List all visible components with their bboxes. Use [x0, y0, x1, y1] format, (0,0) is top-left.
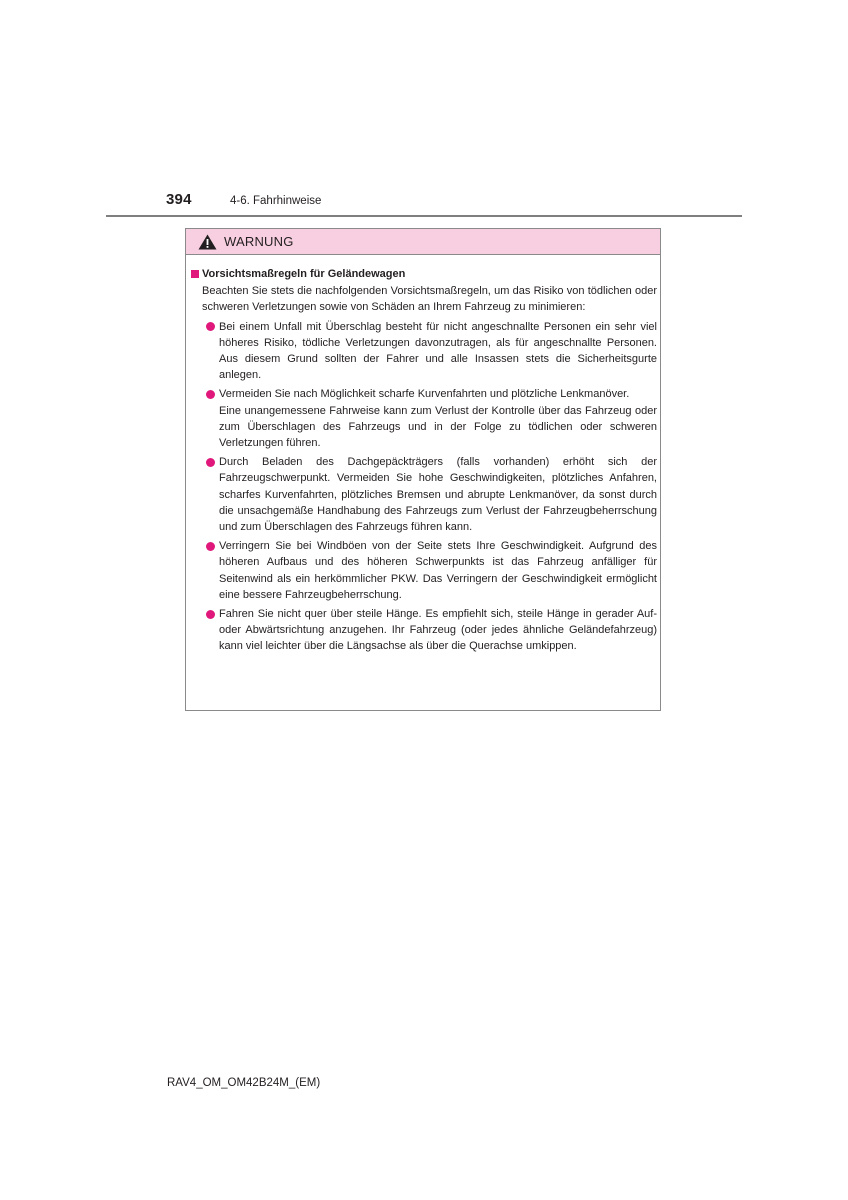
warning-header [186, 229, 660, 255]
list-item-text: Vermeiden Sie nach Möglichkeit scharfe Kurvenfahrten und plötzliche Lenkmanöver. [219, 388, 630, 401]
intro-paragraph: Beachten Sie stets die nachfolgenden Vorsichtsmaßregeln, um das Risiko von tödlichen oder schweren Verletzungen sowie von Schäden an Ihrem Fahrzeug zu minimieren: [202, 285, 657, 314]
square-bullet-icon [191, 270, 199, 278]
list-item-text: Verringern Sie bei Windböen von der Seite stets Ihre Geschwindigkeit. Aufgrund des höheren Aufbaus und des höheren Schwerpunkts ist das Fahrzeug anfälliger für Seitenwind als ein herkömmlicher PKW. Das Verringern der Geschwindigkeit ermöglicht eine bessere Fahrzeugbeherrschung. [219, 540, 657, 601]
list-item-text: Fahren Sie nicht quer über steile Hänge. Es empfiehlt sich, steile Hänge in gerader Auf- oder Abwärtsrichtung anzugehen. Ihr Fahrzeug (oder jedes ähnliche Geländefahrzeug) kann viel leichter über die Längsachse als über die Querachse umkippen. [219, 608, 657, 653]
list-item [202, 606, 657, 655]
subheading-text: Vorsichtsmaßregeln für Geländewagen [202, 268, 406, 280]
bullet-dot-icon [206, 322, 215, 331]
bullet-dot-icon [206, 542, 215, 551]
warning-content [191, 266, 657, 658]
warning-triangle-icon [198, 234, 217, 250]
list-item-text: Durch Beladen des Dachgepäckträgers (falls vorhanden) erhöht sich der Fahrzeugschwerpunkt. Vermeiden Sie hohe Geschwindigkeiten, plötzliches Anfahren, scharfes Kurvenfahrten, plötzliches Bremsen und abrupte Lenkmanöver, da sonst durch die unsachgemäße Handhabung des Fahrzeugs zum Verlust der Fahrzeugbeherrschung und zum Überschlagen des Fahrzeugs führen kann. [219, 456, 657, 534]
warning-box [185, 228, 661, 711]
list-item [202, 538, 657, 603]
list-item [202, 386, 657, 451]
footer-document-code: RAV4_OM_OM42B24M_(EM) [167, 1077, 321, 1089]
list-item-text: Bei einem Unfall mit Überschlag besteht für nicht angeschnallte Personen ein sehr viel höheres Risiko, tödliche Verletzungen davonzutragen, als für angeschnallte Personen. Aus diesem Grund sollten der Fahrer und alle Insassen stets die Sicherheitsgurte anlegen. [219, 320, 657, 382]
header-divider [106, 215, 742, 217]
bullet-dot-icon [206, 458, 215, 467]
bullet-dot-icon [206, 610, 215, 619]
bullet-dot-icon [206, 390, 215, 399]
page-number: 394 [166, 191, 192, 208]
section-title: 4-6. Fahrhinweise [230, 195, 322, 207]
list-item [202, 319, 657, 384]
list-item [202, 454, 657, 535]
warning-label: WARNUNG [224, 234, 294, 249]
list-item-extra: Eine unangemessene Fahrweise kann zum Verlust der Kontrolle über das Fahrzeug oder zum Überschlagen des Fahrzeugs und in der Folge zu tödlichen oder schweren Verletzungen führen. [219, 404, 657, 450]
subheading [191, 266, 657, 282]
bullet-list [202, 319, 657, 655]
